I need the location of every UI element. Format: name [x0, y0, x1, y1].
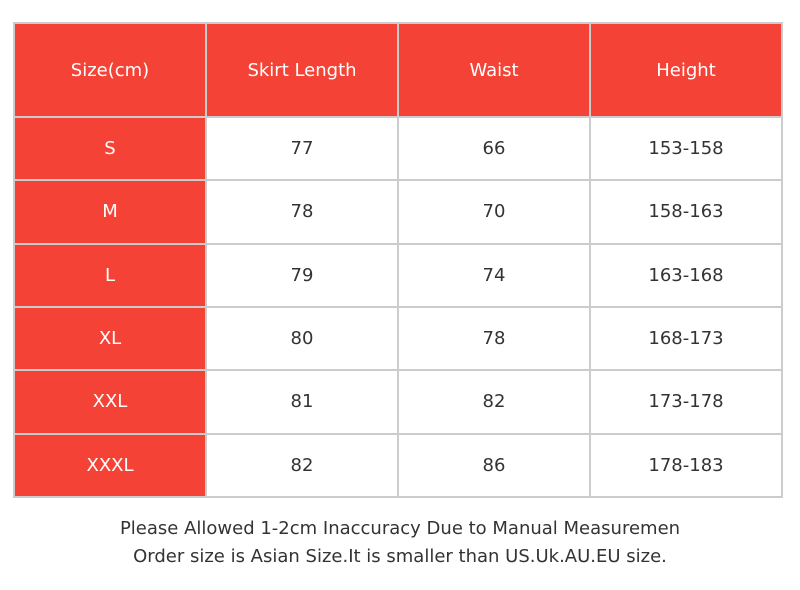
- size-cell: M: [14, 180, 206, 243]
- size-chart-table: [13, 22, 783, 498]
- note-asian-size: Order size is Asian Size.It is smaller than US.Uk.AU.EU size.: [133, 546, 667, 567]
- note-inaccuracy: Please Allowed 1-2cm Inaccuracy Due to Manual Measuremen: [119, 518, 681, 539]
- skirt-length-cell: 80: [206, 307, 398, 370]
- height-cell: 153-158: [590, 117, 782, 180]
- skirt-length-cell: 79: [206, 244, 398, 307]
- table-row: [14, 370, 782, 433]
- height-cell: 173-178: [590, 370, 782, 433]
- table-row: [14, 180, 782, 243]
- header-skirt-length: Skirt Length: [206, 23, 398, 117]
- header-height: Height: [590, 23, 782, 117]
- waist-cell: 78: [398, 307, 590, 370]
- header-size: Size(cm): [14, 23, 206, 117]
- table-row: [14, 307, 782, 370]
- height-cell: 163-168: [590, 244, 782, 307]
- table-header-row: [14, 23, 782, 117]
- height-cell: 158-163: [590, 180, 782, 243]
- table-row: [14, 117, 782, 180]
- size-cell: S: [14, 117, 206, 180]
- waist-cell: 86: [398, 434, 590, 497]
- table-row: [14, 244, 782, 307]
- skirt-length-cell: 81: [206, 370, 398, 433]
- size-cell: XXL: [14, 370, 206, 433]
- waist-cell: 74: [398, 244, 590, 307]
- header-waist: Waist: [398, 23, 590, 117]
- skirt-length-cell: 82: [206, 434, 398, 497]
- size-cell: XXXL: [14, 434, 206, 497]
- waist-cell: 66: [398, 117, 590, 180]
- waist-cell: 70: [398, 180, 590, 243]
- height-cell: 178-183: [590, 434, 782, 497]
- height-cell: 168-173: [590, 307, 782, 370]
- skirt-length-cell: 78: [206, 180, 398, 243]
- table-row: [14, 434, 782, 497]
- size-cell: XL: [14, 307, 206, 370]
- notes: [0, 515, 800, 571]
- skirt-length-cell: 77: [206, 117, 398, 180]
- size-cell: L: [14, 244, 206, 307]
- waist-cell: 82: [398, 370, 590, 433]
